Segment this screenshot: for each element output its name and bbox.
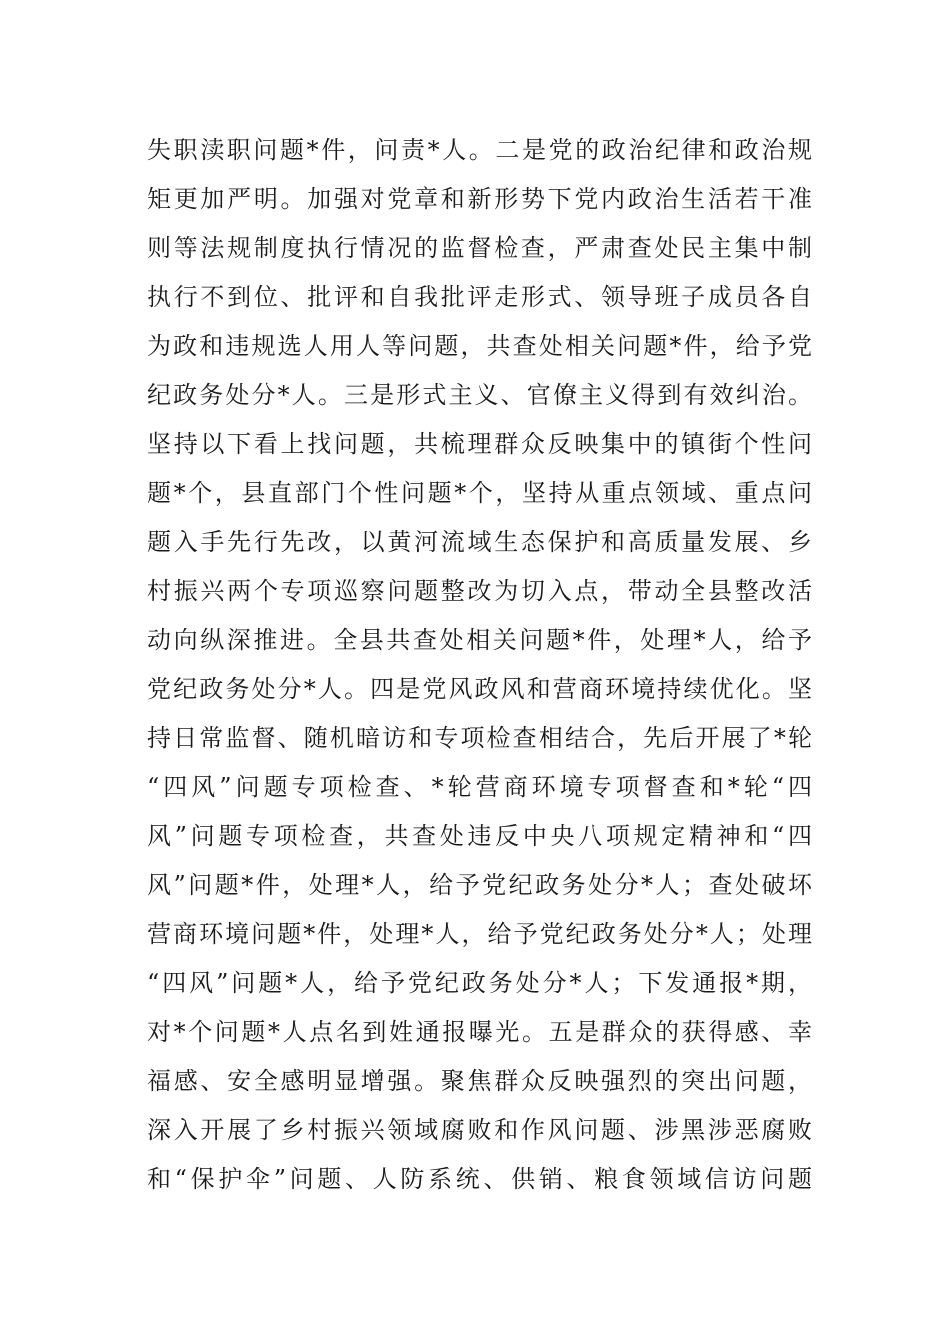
text-line: 纪政务处分*人。三是形式主义、官僚主义得到有效纠治。	[147, 381, 812, 409]
text-line: 党纪政务处分*人。四是党风政风和营商环境持续优化。坚	[147, 675, 812, 703]
text-line: “四风”问题专项检查、*轮营商环境专项督查和*轮“四	[147, 773, 812, 801]
text-line: 为政和违规选人用人等问题，共查处相关问题*件，给予党	[147, 332, 812, 360]
text-line: 执行不到位、批评和自我批评走形式、领导班子成员各自	[147, 283, 812, 311]
text-line: 持日常监督、随机暗访和专项检查相结合，先后开展了*轮	[147, 724, 812, 752]
text-line: 深入开展了乡村振兴领域腐败和作风问题、涉黑涉恶腐败	[147, 1116, 812, 1144]
text-line: 题*个，县直部门个性问题*个，坚持从重点领域、重点问	[147, 479, 812, 507]
text-line: 风”问题*件，处理*人，给予党纪政务处分*人；查处破坏	[147, 871, 812, 899]
text-line: 对*个问题*人点名到姓通报曝光。五是群众的获得感、幸	[147, 1018, 812, 1046]
text-line: 题入手先行先改，以黄河流域生态保护和高质量发展、乡	[147, 528, 812, 556]
text-line: 营商环境问题*件，处理*人，给予党纪政务处分*人；处理	[147, 920, 812, 948]
text-line: 矩更加严明。加强对党章和新形势下党内政治生活若干准	[147, 185, 812, 213]
text-line: 失职渎职问题*件，问责*人。二是党的政治纪律和政治规	[147, 136, 812, 164]
text-line: “四风”问题*人，给予党纪政务处分*人；下发通报*期，	[147, 969, 812, 997]
text-line: 福感、安全感明显增强。聚焦群众反映强烈的突出问题，	[147, 1067, 812, 1095]
body-paragraph	[147, 126, 812, 1204]
text-line: 则等法规制度执行情况的监督检查，严肃查处民主集中制	[147, 234, 812, 262]
text-line: 村振兴两个专项巡察问题整改为切入点，带动全县整改活	[147, 577, 812, 605]
text-line: 动向纵深推进。全县共查处相关问题*件，处理*人，给予	[147, 626, 812, 654]
text-line: 风”问题专项检查，共查处违反中央八项规定精神和“四	[147, 822, 812, 850]
text-line: 坚持以下看上找问题，共梳理群众反映集中的镇街个性问	[147, 430, 812, 458]
text-line: 和“保护伞”问题、人防系统、供销、粮食领域信访问题	[147, 1165, 812, 1193]
